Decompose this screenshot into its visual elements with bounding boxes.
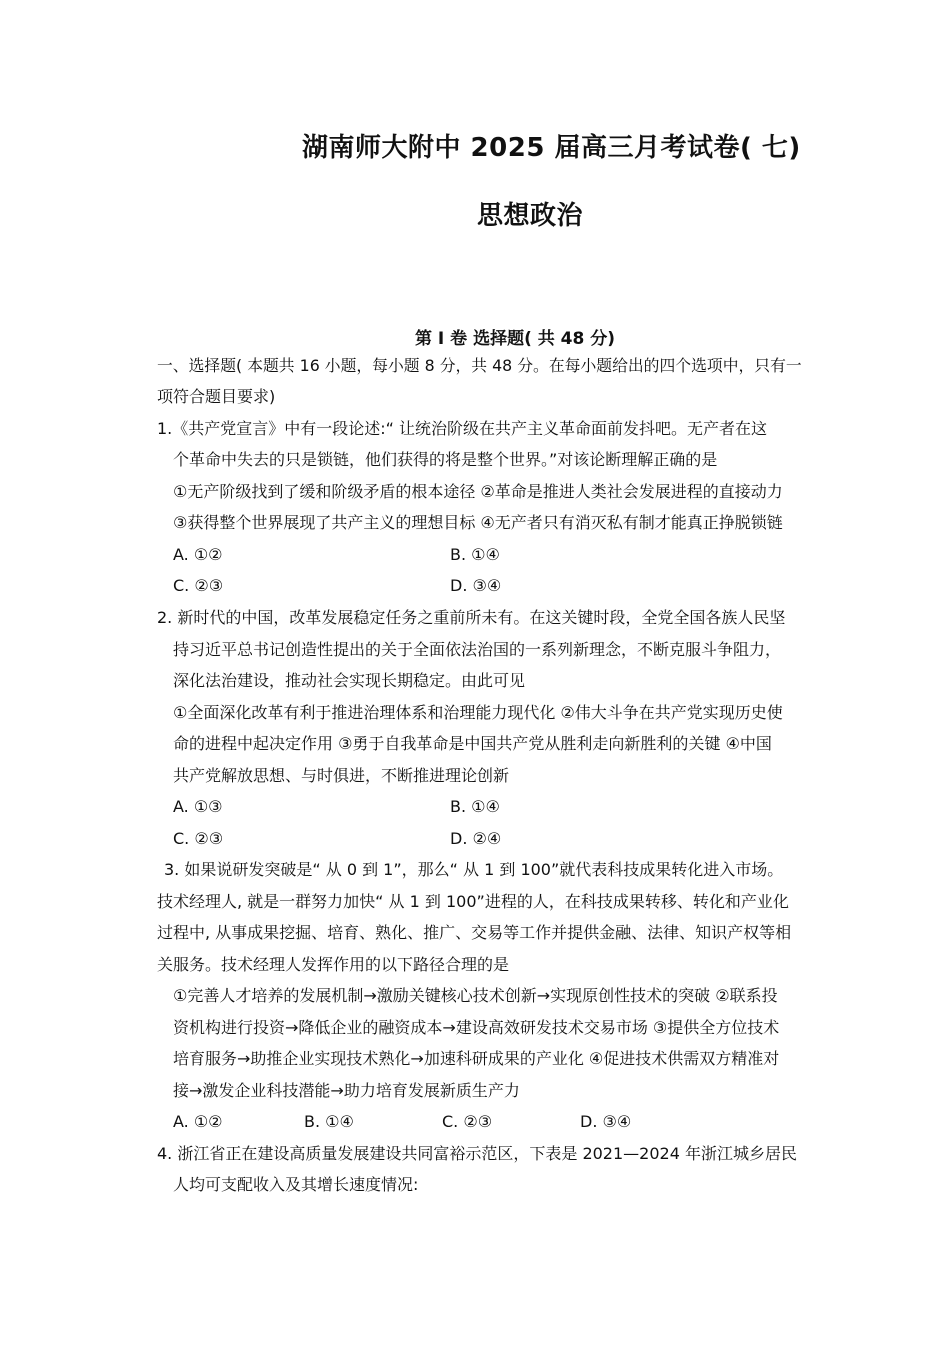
question-stem-line: 人均可支配收入及其增长速度情况: bbox=[173, 1175, 419, 1194]
section-heading: 第 Ⅰ 卷 选择题( 共 48 分) bbox=[415, 329, 616, 349]
statement-line: 资机构进行投资→降低企业的融资成本→建设高效研发技术交易市场 ③提供全方位技术 bbox=[173, 1018, 780, 1037]
question-stem-line: 4. 浙江省正在建设高质量发展建设共同富裕示范区，下表是 2021—2024 年浙江城乡居民 bbox=[157, 1144, 797, 1163]
question-stem-line: 个革命中失去的只是锁链，他们获得的将是整个世界。”对该论断理解正确的是 bbox=[173, 450, 718, 469]
question-stem-line: 过程中, 从事成果挖掘、培育、熟化、推广、交易等工作并提供金融、法律、知识产权等相 bbox=[157, 923, 792, 942]
option-b: B. ①④ bbox=[450, 797, 500, 816]
statement-line: ①完善人才培养的发展机制→激励关键核心技术创新→实现原创性技术的突破 ②联系投 bbox=[173, 986, 778, 1005]
option-d: D. ②④ bbox=[450, 829, 502, 848]
option-c: C. ②③ bbox=[442, 1112, 493, 1131]
statement-line: ③获得整个世界展现了共产主义的理想目标 ④无产者只有消灭私有制才能真正挣脱锁链 bbox=[173, 513, 783, 532]
statement-line: 培育服务→助推企业实现技术熟化→加速科研成果的产业化 ④促进技术供需双方精准对 bbox=[173, 1049, 780, 1068]
question-stem-line: 3. 如果说研发突破是“ 从 0 到 1”，那么“ 从 1 到 100”就代表科技成果转化进入市场。 bbox=[164, 860, 784, 879]
option-d: D. ③④ bbox=[450, 576, 502, 595]
option-b: B. ①④ bbox=[450, 545, 500, 564]
statement-line: 命的进程中起决定作用 ③勇于自我革命是中国共产党从胜利走向新胜利的关键 ④中国 bbox=[173, 734, 772, 753]
question-stem-line: 1.《共产党宣言》中有一段论述:“ 让统治阶级在共产主义革命面前发抖吧。无产者在这 bbox=[157, 419, 768, 438]
statement-line: ①全面深化改革有利于推进治理体系和治理能力现代化 ②伟大斗争在共产党实现历史使 bbox=[173, 703, 783, 722]
statement-line: 共产党解放思想、与时俱进，不断推进理论创新 bbox=[173, 766, 510, 785]
question-stem-line: 2. 新时代的中国，改革发展稳定任务之重前所未有。在这关键时段，全党全国各族人民坚 bbox=[157, 608, 786, 627]
instruction-line: 一、选择题( 本题共 16 小题，每小题 8 分，共 48 分。在每小题给出的四个选项中，只有一 bbox=[157, 356, 802, 375]
statement-line: 接→激发企业科技潜能→助力培育发展新质生产力 bbox=[173, 1081, 520, 1100]
option-a: A. ①③ bbox=[173, 797, 223, 816]
option-a: A. ①② bbox=[173, 1112, 223, 1131]
exam-title: 湖南师大附中 2025 届高三月考试卷( 七) bbox=[302, 133, 801, 163]
subject-title: 思想政治 bbox=[477, 201, 584, 231]
question-stem-line: 关服务。技术经理人发挥作用的以下路径合理的是 bbox=[157, 955, 510, 974]
question-stem-line: 技术经理人, 就是一群努力加快“ 从 1 到 100”进程的人，在科技成果转移、转化和产业化 bbox=[157, 892, 789, 911]
question-stem-line: 持习近平总书记创造性提出的关于全面依法治国的一系列新理念，不断克服斗争阻力， bbox=[173, 640, 782, 659]
option-a: A. ①② bbox=[173, 545, 223, 564]
option-c: C. ②③ bbox=[173, 829, 224, 848]
instruction-line: 项符合题目要求) bbox=[157, 387, 276, 406]
statement-line: ①无产阶级找到了缓和阶级矛盾的根本途径 ②革命是推进人类社会发展进程的直接动力 bbox=[173, 482, 783, 501]
option-c: C. ②③ bbox=[173, 576, 224, 595]
option-b: B. ①④ bbox=[304, 1112, 354, 1131]
question-stem-line: 深化法治建设，推动社会实现长期稳定。由此可见 bbox=[173, 671, 526, 690]
option-d: D. ③④ bbox=[580, 1112, 632, 1131]
